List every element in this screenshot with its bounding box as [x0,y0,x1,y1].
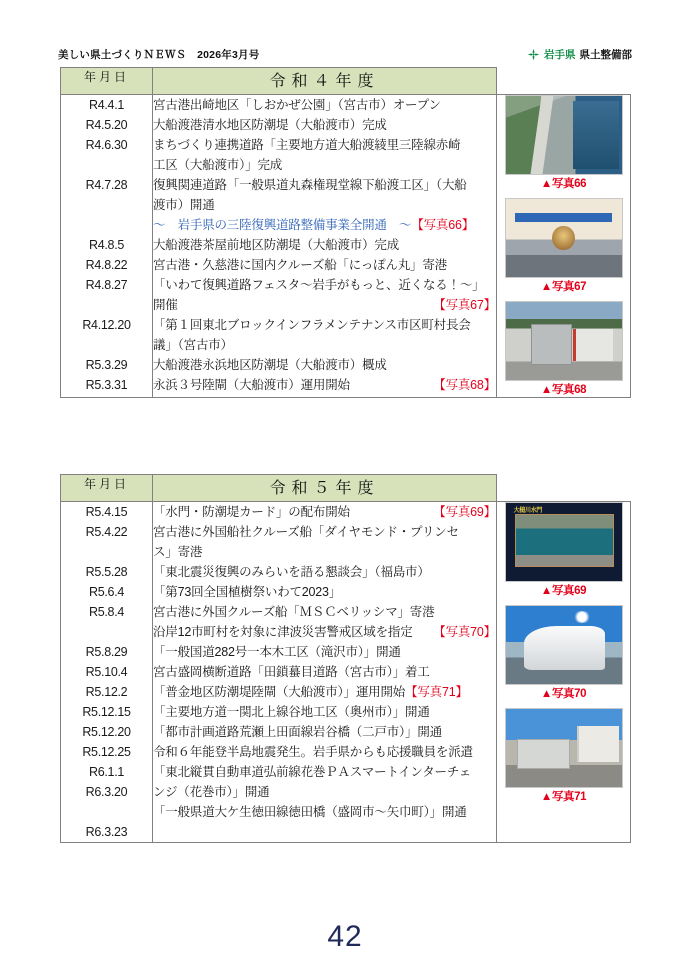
event-text-line: 「いわて復興道路フェスタ〜岩手がもっと、近くなる！〜」 [153,278,485,292]
event-text-line: 大船渡港茶屋前地区防潮堤（大船渡市）完成 [153,238,400,252]
photo-66-aerial-road-port-block [497,95,630,191]
event-date: R5.12.25 [82,745,131,759]
event-text-line: 工区（大船渡市）」完成 [153,158,283,172]
photo-68-land-gate-block [497,301,630,397]
column-header-photo-spacer [497,475,631,502]
date-spacer [61,215,152,235]
card-inner-photo [515,514,614,567]
event-date: R5.6.4 [88,585,125,599]
table-body-row [61,95,631,398]
photo-reference-tag: 【写真70】 [433,625,496,639]
column-header-fiscal-year: 令和５年度 [153,475,497,502]
event-text-line: 復興関連道路「一般県道丸森権現堂線下船渡工区」（大船 [153,178,467,192]
photo-66-aerial-road-port [505,95,623,175]
iwate-star-logo-icon [527,48,540,61]
column-header-date: 年月日 [61,68,153,95]
event-text-line: 宮古港・久慈港に国内クルーズ船「にっぽん丸」寄港 [153,258,447,272]
event-text-line [153,215,496,235]
event-date: R5.4.22 [85,525,128,539]
table-header-row [61,475,631,502]
date-spacer [61,295,152,315]
event-text-line: 宮古港に外国クルーズ船「ＭＳＣベリッシマ」寄港 [153,605,435,619]
column-header-date: 年月日 [61,475,153,502]
event-date: R5.10.4 [85,665,128,679]
event-text-line: まちづくり連携道路「主要地方道大船渡綾里三陸線赤崎 [153,138,461,152]
date-spacer [61,802,152,822]
event-text-line: 議」（宮古市） [153,338,233,352]
table-header-row [61,68,631,95]
event-date: R4.6.30 [85,138,128,152]
photo-reference-tag: 【写真67】 [433,298,496,312]
date-spacer [61,195,152,215]
photo-caption: ▲写真71 [540,791,587,803]
event-date: R6.3.23 [85,825,128,839]
event-date: R5.3.31 [85,378,128,392]
photo-71-seawall-land-gate [505,708,623,788]
photo-69-floodgate-card-block [497,502,630,598]
date-spacer [61,155,152,175]
photo-69-floodgate-card [505,502,623,582]
event-date: R5.12.15 [82,705,131,719]
table-body-row [61,502,631,843]
event-date: R4.8.22 [85,258,128,272]
photo-reference-tag: 【写真66】 [411,218,475,232]
brand-department-label: 県土整備部 [579,48,632,61]
fiscal-year-table-r4 [60,67,631,398]
brand-prefecture-label: 岩手県 [544,48,576,61]
card-title-label: 大槌川水門 [513,507,543,514]
newsletter-title: 美しい県土づくりＮＥＷＳ 2026年3月号 [58,48,260,61]
event-text-line: 「一般県道大ケ生徳田線徳田橋（盛岡市〜矢巾町）」開通 [153,805,467,819]
photo-column-cell [497,502,631,843]
event-text-line: 大船渡港清水地区防潮堤（大船渡市）完成 [153,118,387,132]
page-number: 42 [327,920,363,953]
event-date: R4.12.20 [82,318,131,332]
event-text-line: 「普金地区防潮堤陸閘（大船渡市）」運用開始【写真71】 [153,685,468,699]
event-text-line: ンジ（花巻市）」開通 [153,785,270,799]
event-text-line: 令和６年能登半島地震発生。岩手県からも応援職員を派遣 [153,745,473,759]
photo-reference-tag: 【写真71】 [405,685,468,699]
event-text-line: 【写真68】 永浜３号陸閘（大船渡市）運用開始 [153,375,496,395]
photo-71-seawall-land-gate-block [497,708,630,804]
event-date: R5.12.2 [85,685,128,699]
photo-caption: ▲写真66 [540,178,587,190]
photo-67-taiko-festival-stage [505,198,623,278]
event-date: R6.1.1 [88,765,125,779]
event-text-line: 「主要地方道一関北上線谷地工区（奥州市）」開通 [153,705,430,719]
date-spacer [61,335,152,355]
event-date: R4.7.28 [85,178,128,192]
event-text-line: 宮古港に外国船社クルーズ船「ダイヤモンド・プリンセ [153,525,459,539]
event-text-line: 「一般国道282号一本木工区（滝沢市）」開通 [153,645,401,659]
event-text-line: 【写真67】 開催 [153,295,496,315]
photo-column-cell [497,95,631,398]
event-text-line: 「東北震災復興のみらいを語る懇談会」（福島市） [153,565,430,579]
event-column-cell [153,95,497,398]
event-text-line: 「東北縦貫自動車道弘前線花巻ＰＡスマートインターチェ [153,765,472,779]
event-date: R6.3.20 [85,785,128,799]
photo-70-cruise-ship-block [497,605,630,701]
photo-caption: ▲写真69 [540,585,587,597]
event-date: R5.5.28 [85,565,128,579]
event-date: R5.4.15 [85,505,128,519]
event-date: R5.8.29 [85,645,128,659]
photo-70-cruise-ship [505,605,623,685]
event-date: R4.4.1 [88,98,125,112]
event-date: R5.12.20 [82,725,131,739]
brand-lockup [527,47,632,62]
event-text-line: 「都市計画道路荒瀬上田面線岩谷橋（二戸市）」開通 [153,725,442,739]
event-date: R4.8.5 [88,238,125,252]
event-text-line: 渡市）開通 [153,198,215,212]
event-column-cell [153,502,497,843]
fiscal-year-table-r5 [60,474,631,843]
event-text-line: 「第73回全国植樹祭いわて2023」 [153,585,342,599]
highlighted-event-text: ～ 岩手県の三陸復興道路整備事業全開通 ～ [153,218,412,232]
event-text-line: 宮古港出崎地区「しおかぜ公園」（宮古市）オープン [153,98,441,112]
date-column-cell [61,95,153,398]
event-text-line: 宮古盛岡横断道路「田鎖蟇目道路（宮古市）」着工 [153,665,430,679]
column-header-fiscal-year: 令和４年度 [153,68,497,95]
photo-reference-tag: 【写真68】 [433,378,496,392]
event-text-line: ス」寄港 [153,545,203,559]
photo-caption: ▲写真67 [540,281,587,293]
event-date: R5.8.4 [88,605,125,619]
photo-reference-tag: 【写真69】 [433,505,496,519]
event-text-line: 「第１回東北ブロックインフラメンテナンス市区町村長会 [153,318,471,332]
event-date: R5.3.29 [85,358,128,372]
date-column-cell [61,502,153,843]
date-spacer [61,622,152,642]
event-date: R4.5.20 [85,118,128,132]
event-text-line: 大船渡港永浜地区防潮堤（大船渡市）概成 [153,358,387,372]
date-spacer [61,542,152,562]
event-date: R4.8.27 [85,278,128,292]
photo-caption: ▲写真68 [540,384,587,396]
photo-caption: ▲写真70 [540,688,587,700]
event-text-line: 【写真69】 「水門・防潮堤カード」の配布開始 [153,502,496,522]
column-header-photo-spacer [497,68,631,95]
photo-68-land-gate [505,301,623,381]
photo-67-taiko-festival-stage-block [497,198,630,294]
event-text-line: 沿岸12市町村を対象に津波災害警戒区域を指定 [153,625,413,639]
page-header [58,44,632,64]
